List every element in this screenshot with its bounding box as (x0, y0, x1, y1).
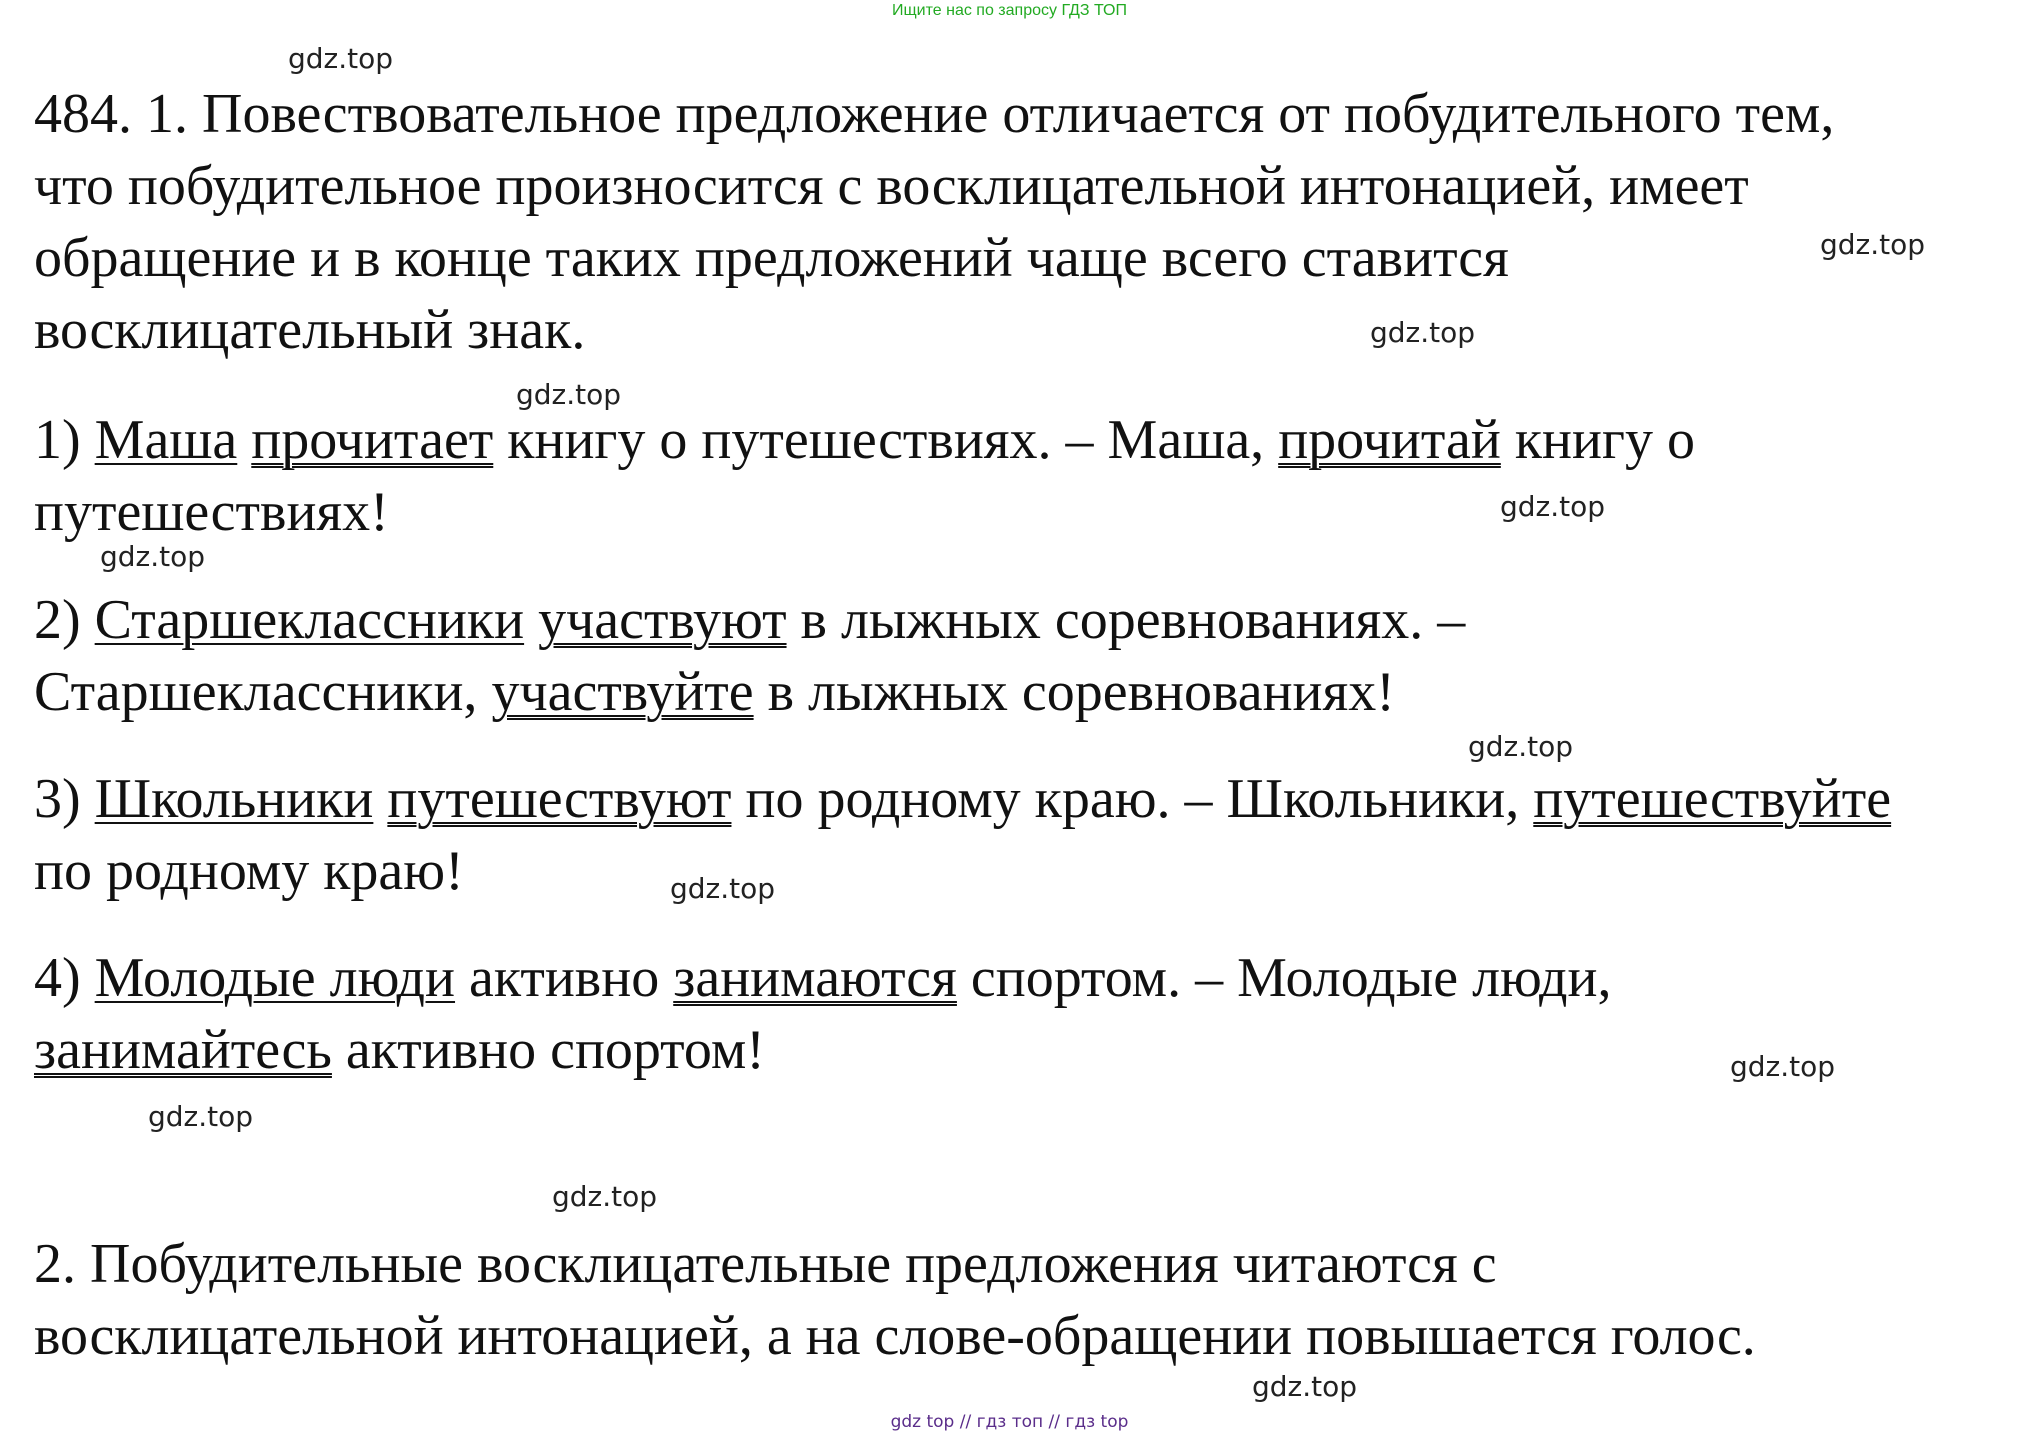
subject: Молодые люди (94, 947, 456, 1009)
text (373, 768, 387, 830)
example-2-line-2 (34, 660, 1395, 724)
predicate: участвуйте (491, 661, 754, 723)
text: книгу о путешествиях. – Маша, (493, 409, 1279, 471)
part2-line: 2. Побудительные восклицательные предложения читаются с (34, 1233, 1497, 1295)
example-number: 1) (34, 409, 95, 471)
footer: gdz top // гдз топ // гдз top (890, 1412, 1129, 1432)
example-1-line-2: путешествиях! (34, 481, 389, 543)
part1-line: обращение и в конце таких предложений чаще всего ставится (34, 227, 1509, 289)
text: Старшеклассники, (34, 661, 492, 723)
part1-line: 484. 1. Повествовательное предложение отличается от побудительного тем, (34, 83, 1835, 145)
predicate: занимайтесь (34, 1019, 332, 1081)
predicate: прочитай (1278, 409, 1501, 471)
watermark: gdz.top (670, 872, 776, 905)
example-3-line-1 (34, 767, 1891, 831)
watermark: gdz.top (288, 42, 394, 75)
example-1-line-1 (34, 408, 1695, 472)
text: по родному краю. – Школьники, (731, 768, 1534, 830)
predicate: путешествуют (387, 768, 732, 830)
watermark: gdz.top (516, 378, 622, 411)
text: спортом. – Молодые люди, (956, 947, 1612, 1009)
part1-line: восклицательный знак. (34, 299, 586, 361)
example-3-line-2: по родному краю! (34, 840, 464, 902)
example-4-line-2 (34, 1018, 765, 1082)
example-number: 2) (34, 589, 95, 651)
text: в лыжных соревнованиях! (753, 661, 1395, 723)
text: активно спортом! (331, 1019, 765, 1081)
watermark: gdz.top (1252, 1370, 1358, 1403)
subject: Старшеклассники (94, 589, 525, 651)
watermark: gdz.top (100, 540, 206, 573)
example-number: 4) (34, 947, 95, 1009)
example-number: 3) (34, 768, 95, 830)
subject: Школьники (94, 768, 374, 830)
watermark: gdz.top (552, 1180, 658, 1213)
watermark: gdz.top (1500, 490, 1606, 523)
example-2-line-1 (34, 588, 1465, 652)
text: активно (455, 947, 674, 1009)
watermark: gdz.top (148, 1100, 254, 1133)
watermark: gdz.top (1820, 228, 1926, 261)
top-banner: Ищите нас по запросу ГДЗ ТОП (892, 2, 1127, 19)
predicate: путешествуйте (1533, 768, 1892, 830)
watermark: gdz.top (1468, 730, 1574, 763)
text (237, 409, 251, 471)
text: книгу о (1500, 409, 1695, 471)
predicate: участвуют (538, 589, 787, 651)
text: в лыжных соревнованиях. – (786, 589, 1466, 651)
example-4-line-1 (34, 946, 1611, 1010)
watermark: gdz.top (1370, 316, 1476, 349)
text (524, 589, 538, 651)
predicate: занимаются (673, 947, 957, 1009)
predicate: прочитает (251, 409, 494, 471)
subject: Маша (94, 409, 238, 471)
part2-line: восклицательной интонацией, а на слове-обращении повышается голос. (34, 1305, 1756, 1367)
watermark: gdz.top (1730, 1050, 1836, 1083)
part1-line: что побудительное произносится с восклицательной интонацией, имеет (34, 155, 1749, 217)
